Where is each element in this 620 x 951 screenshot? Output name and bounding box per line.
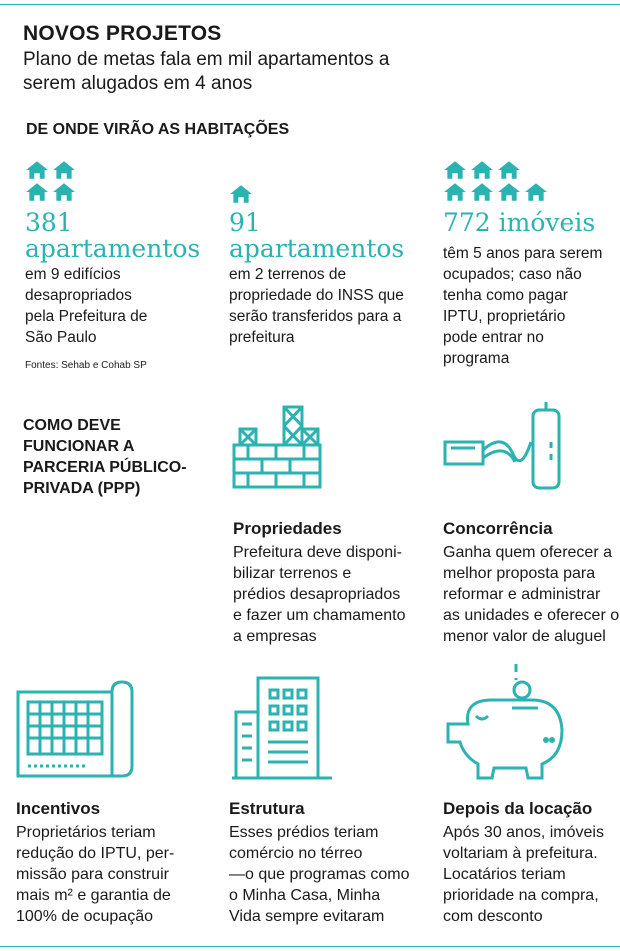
- building-icon: [232, 676, 336, 784]
- stat-number: 381: [25, 208, 73, 237]
- page-title: NOVOS PROJETOS: [23, 22, 222, 45]
- section-title: DE ONDE VIRÃO AS HABITAÇÕES: [26, 121, 290, 138]
- top-rule: [0, 4, 620, 5]
- card-title: Propriedades: [233, 519, 342, 538]
- source-note: Fontes: Sehab e Cohab SP: [25, 360, 147, 371]
- stat-text: em 9 edifícios desapropriados pela Prefeitura de São Paulo: [25, 266, 148, 346]
- stat-text: têm 5 anos para serem ocupados; caso não tenha como pagar IPTU, proprietário pode entrar no programa: [443, 245, 603, 367]
- houses-icon: [443, 160, 555, 204]
- stat-text: em 2 terrenos de propriedade do INSS que serão transferidos para a prefeitura: [229, 266, 404, 346]
- card-title: Incentivos: [16, 799, 101, 818]
- card-text: Prefeitura deve disponi- bilizar terrenos e prédios desapropriados e fazer um chamamento a empresas: [233, 544, 406, 645]
- card-text: Proprietários teriam redução do IPTU, per- missão para construir mais m² e garantia de 100% de ocupação: [16, 824, 175, 925]
- stat-number: 91: [229, 208, 261, 237]
- stat-number: 772 imóveis: [443, 208, 596, 237]
- card-text: Esses prédios teriam comércio no térreo —o que programas como o Minha Casa, Minha Vida sempre evitaram: [229, 824, 410, 925]
- ppp-title: COMO DEVE FUNCIONAR A PARCERIA PÚBLICO-PRIVADA (PPP): [23, 417, 187, 497]
- construction-icon: [232, 405, 322, 490]
- paint-roller-icon: [443, 402, 573, 492]
- page-subtitle: Plano de metas fala em mil apartamentos a serem alugados em 4 anos: [23, 49, 390, 94]
- card-title: Concorrência: [443, 519, 553, 538]
- piggy-bank-icon: [442, 664, 572, 784]
- card-title: Depois da locação: [443, 799, 593, 818]
- card-title: Estrutura: [229, 799, 305, 818]
- house-icon: [229, 184, 257, 206]
- stat-unit: apartamentos: [25, 234, 201, 263]
- bottom-rule: [0, 946, 620, 947]
- card-text: Ganha quem oferecer a melhor proposta para reformar e administrar as unidades e oferecer o menor valor de aluguel: [443, 544, 620, 645]
- blueprint-icon: [16, 680, 134, 780]
- houses-icon: [25, 160, 81, 204]
- stat-unit: apartamentos: [229, 234, 405, 263]
- card-text: Após 30 anos, imóveis voltariam à prefeitura. Locatários teriam prioridade na compra, com desconto: [443, 824, 604, 925]
